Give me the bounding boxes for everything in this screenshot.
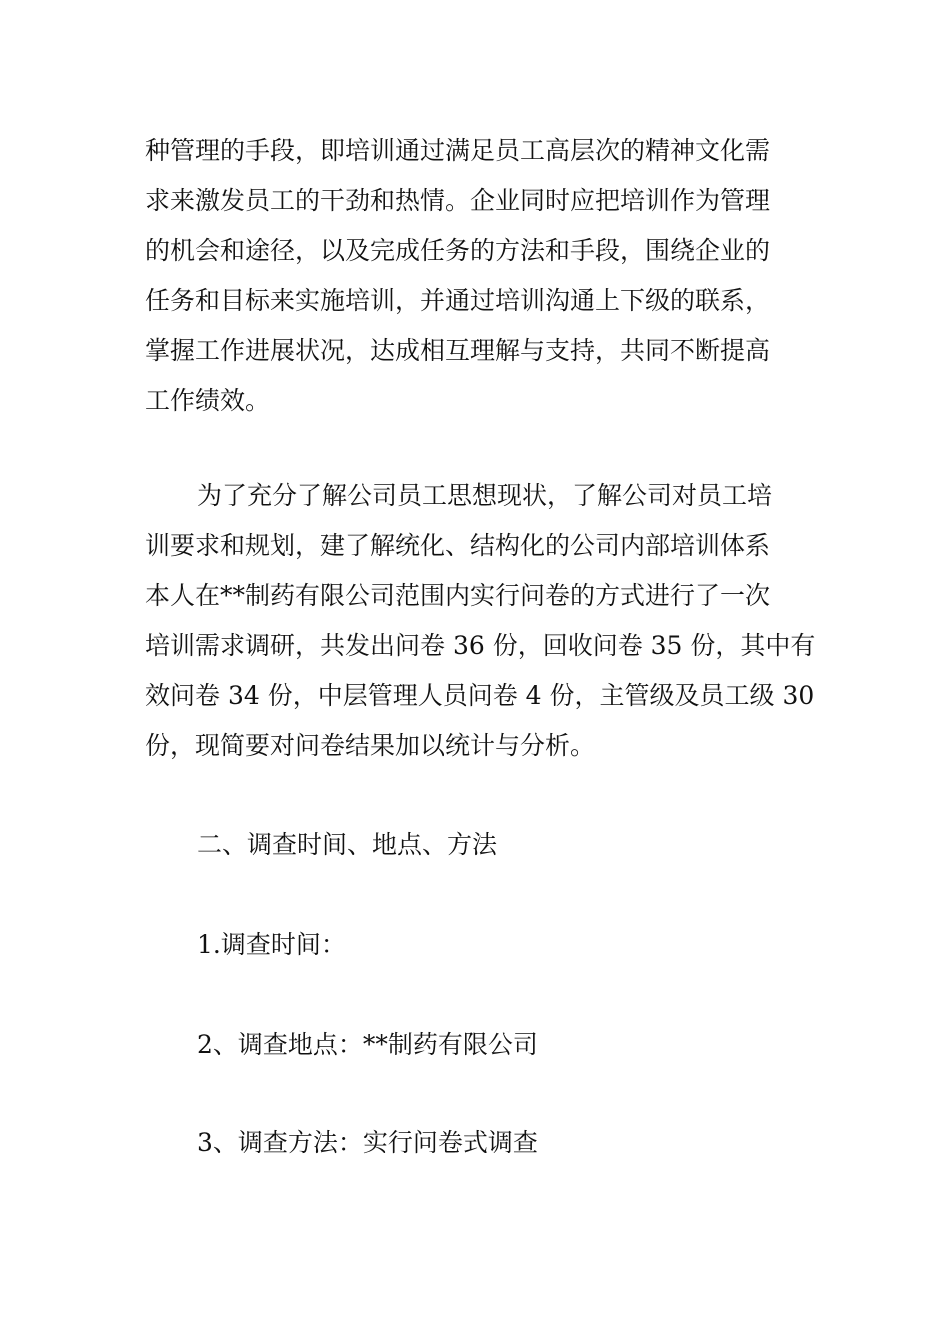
paragraph-line: 工作绩效。 xyxy=(145,386,271,415)
paragraph-line: 效问卷 34 份，中层管理人员问卷 4 份，主管级及员工级 30 xyxy=(145,681,815,710)
section-heading: 二、调查时间、地点、方法 xyxy=(197,830,498,859)
paragraph-line: 训要求和规划，建了解统化、结构化的公司内部培训体系 xyxy=(145,531,771,560)
paragraph-line: 本人在**制药有限公司范围内实行问卷的方式进行了一次 xyxy=(145,581,771,610)
paragraph-line: 种管理的手段，即培训通过满足员工高层次的精神文化需 xyxy=(145,136,771,165)
paragraph-line: 求来激发员工的干劲和热情。企业同时应把培训作为管理 xyxy=(145,186,771,215)
paragraph-line: 培训需求调研，共发出问卷 36 份，回收问卷 35 份，其中有 xyxy=(145,631,816,660)
paragraph-management-training xyxy=(145,126,815,426)
paragraph-line: 任务和目标来实施培训，并通过培训沟通上下级的联系， xyxy=(145,286,771,315)
list-item-survey-time: 1.调查时间： xyxy=(197,930,346,959)
list-item-survey-location: 2、调查地点：**制药有限公司 xyxy=(197,1030,538,1059)
paragraph-line: 掌握工作进展状况，达成相互理解与支持，共同不断提高 xyxy=(145,336,771,365)
paragraph-survey-background xyxy=(145,471,815,771)
paragraph-line: 为了充分了解公司员工思想现状，了解公司对员工培 xyxy=(197,481,773,510)
paragraph-line: 的机会和途径，以及完成任务的方法和手段，围绕企业的 xyxy=(145,236,771,265)
paragraph-line: 份，现简要对问卷结果加以统计与分析。 xyxy=(145,731,596,760)
list-item-survey-method: 3、调查方法：实行问卷式调查 xyxy=(197,1128,538,1157)
